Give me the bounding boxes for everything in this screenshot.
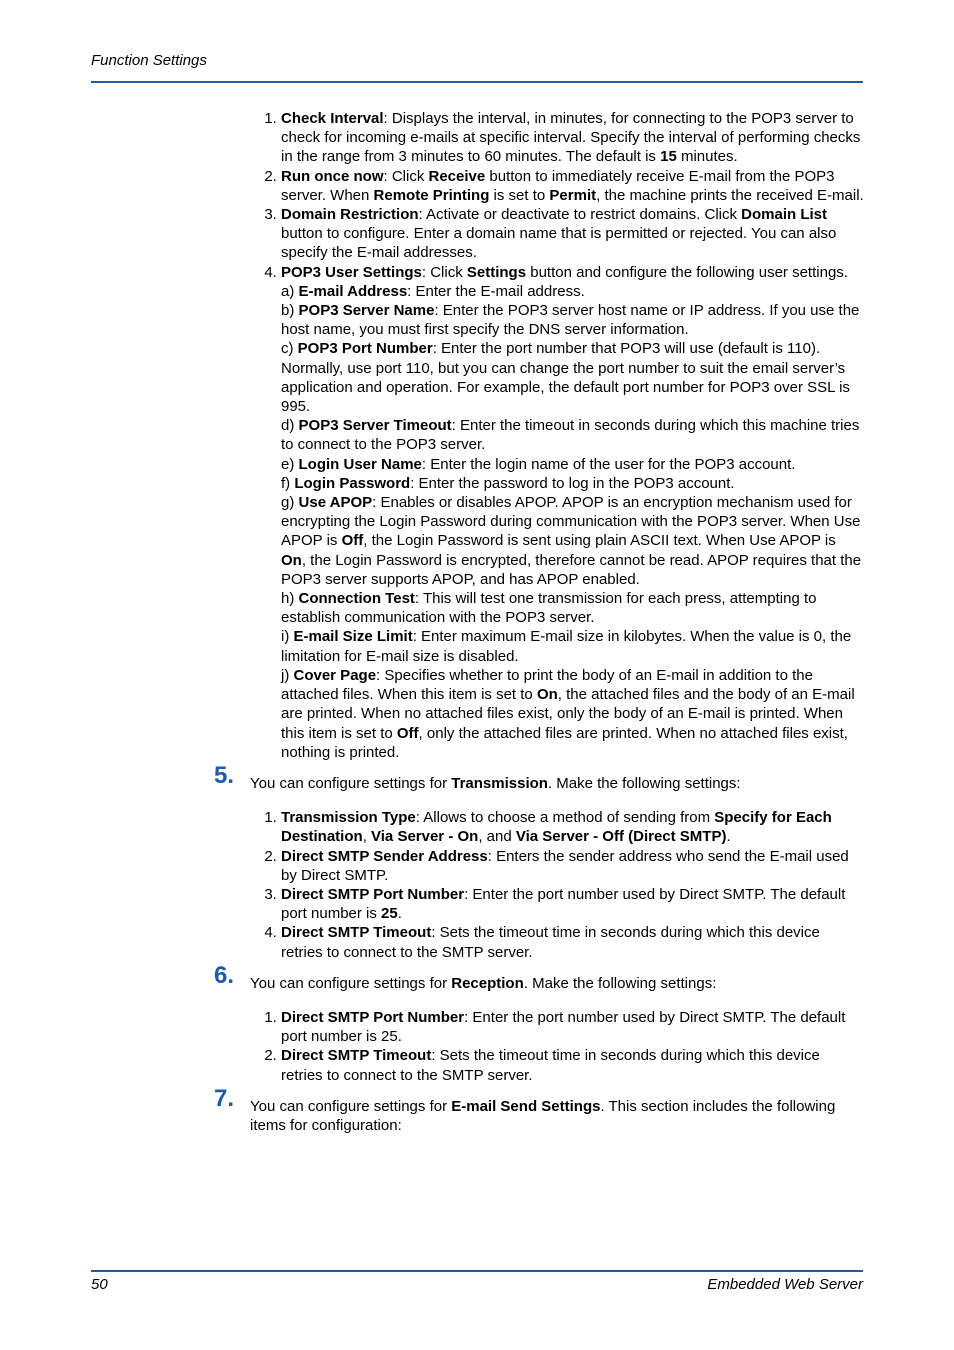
list-item: 3. Direct SMTP Port Number: Enter the port number used by Direct SMTP. The default port number is 25. bbox=[281, 885, 864, 923]
sub-item: b) POP3 Server Name: Enter the POP3 server host name or IP address. If you use the host name, you must first specify the DNS server information. bbox=[281, 302, 860, 339]
transmission-list bbox=[250, 808, 864, 962]
sub-item: c) POP3 Port Number: Enter the port number that POP3 will use (default is 110). Normally, use port 110, but you can change the port number to suit the email server’s application and operation. For example, the default port number for POP3 over SSL is 995. bbox=[281, 340, 850, 416]
step-text: You can configure settings for Transmission. Make the following settings: bbox=[250, 774, 741, 792]
sub-item: g) Use APOP: Enables or disables APOP. APOP is an encryption mechanism used for encrypting the Login Password during communication with the POP3 server. When Use APOP is Off, the Login Password is sent using plain ASCII text. When Use APOP is On, the Login Password is encrypted, therefore cannot be read. APOP requires that the POP3 server supports APOP, and has APOP enabled. bbox=[281, 494, 862, 588]
list-item: 1. Direct SMTP Port Number: Enter the port number used by Direct SMTP. The default port number is 25. bbox=[281, 1008, 864, 1046]
sub-item: a) E-mail Address: Enter the E-mail address. bbox=[281, 282, 585, 300]
main-content bbox=[214, 109, 864, 1150]
running-header: Function Settings bbox=[91, 52, 207, 69]
list-item: 2. Direct SMTP Sender Address: Enters the sender address who send the E-mail used by Direct SMTP. bbox=[281, 847, 864, 885]
step-text: You can configure settings for E-mail Send Settings. This section includes the following items for configuration: bbox=[250, 1097, 836, 1134]
step-5 bbox=[214, 761, 864, 962]
sub-item: j) Cover Page: Specifies whether to print the body of an E-mail in addition to the attached files. When this item is set to On, the attached files and the body of an E-mail are printed. When no attached files exist, only the body of an E-mail is printed. When this item is set to Off, only the attached files are printed. When no attached files exist, nothing is printed. bbox=[281, 666, 855, 761]
step-6 bbox=[214, 961, 864, 1085]
step-number: 5. bbox=[214, 761, 235, 789]
list-item: 1. Transmission Type: Allows to choose a method of sending from Specify for Each Destination, Via Server - On, and Via Server - Off (Direct SMTP). bbox=[281, 808, 864, 846]
sub-item: h) Connection Test: This will test one transmission for each press, attempting to establish communication with the POP3 server. bbox=[281, 590, 817, 627]
sub-item: i) E-mail Size Limit: Enter maximum E-mail size in kilobytes. When the value is 0, the limitation for E-mail size is disabled. bbox=[281, 628, 852, 665]
pop3-settings-list bbox=[250, 109, 864, 762]
list-item: 3. Domain Restriction: Activate or deactivate to restrict domains. Click Domain List button to configure. Enter a domain name that is permitted or rejected. You can also specify the E-mail addresses. bbox=[281, 205, 864, 263]
list-item: 2. Direct SMTP Timeout: Sets the timeout time in seconds during which this device retries to connect to the SMTP server. bbox=[281, 1046, 864, 1084]
list-item: 1. Check Interval: Displays the interval, in minutes, for connecting to the POP3 server to check for incoming e-mails at specific interval. Specify the interval of performing checks in the range from 3 minutes to 60 minutes. The default is 15 minutes. bbox=[281, 109, 864, 167]
sub-item: e) Login User Name: Enter the login name of the user for the POP3 account. bbox=[281, 455, 796, 473]
footer-title: Embedded Web Server bbox=[707, 1276, 863, 1293]
sub-item: f) Login Password: Enter the password to log in the POP3 account. bbox=[281, 474, 735, 492]
step-text: You can configure settings for Reception. Make the following settings: bbox=[250, 974, 717, 992]
list-item: 4. POP3 User Settings: Click Settings button and configure the following user settings. a) E-mail Address: Enter the E-mail address. b) POP3 Server Name: Enter the POP3 server host name or IP address. If you use the host name, you must first specify the DNS server information. c) POP3 Port Number: Enter the port number that POP3 will use (default is 110). Normally, use port 110, but you can change the port number to suit the email server’s application and operation. For example, the default port number for POP3 over SSL is 995. d) POP3 Server Timeout: Enter the timeout in seconds during which this machine tries to connect to the POP3 server. e) Login User Name: Enter the login name of the user for the POP3 account. f) Login Password: Enter the password to log in the POP3 account. g) Use APOP: Enables or disables APOP. APOP is an encryption mechanism used for encrypting the Login Password during communication with the POP3 server. When Use APOP is Off, the Login Password is sent using plain ASCII text. When Use APOP is On, the Login Password is encrypted, therefore cannot be read. APOP requires that the POP3 server supports APOP, and has APOP enabled. h) Connection Test: This will test one transmission for each press, attempting to establish communication with the POP3 server. i) E-mail Size Limit: Enter maximum E-mail size in kilobytes. When the value is 0, the limitation for E-mail size is disabled. j) Cover Page: Specifies whether to print the body of an E-mail in addition to the attached files. When this item is set to On, the attached files and the body of an E-mail are printed. When no attached files exist, only the body of an E-mail is printed. When this item is set to Off, only the attached files are printed. When no attached files exist, nothing is printed. bbox=[281, 263, 864, 762]
list-item: 2. Run once now: Click Receive button to immediately receive E-mail from the POP3 server. When Remote Printing is set to Permit, the machine prints the received E-mail. bbox=[281, 167, 864, 205]
step-number: 7. bbox=[214, 1084, 235, 1112]
reception-list bbox=[250, 1008, 864, 1085]
list-item: 4. Direct SMTP Timeout: Sets the timeout time in seconds during which this device retries to connect to the SMTP server. bbox=[281, 923, 864, 961]
page-number: 50 bbox=[91, 1276, 108, 1293]
step-number: 6. bbox=[214, 961, 235, 989]
footer-rule bbox=[91, 1270, 863, 1272]
sub-item: d) POP3 Server Timeout: Enter the timeout in seconds during which this machine tries to connect to the POP3 server. bbox=[281, 417, 860, 454]
header-rule bbox=[91, 81, 863, 83]
step-7 bbox=[214, 1084, 864, 1135]
